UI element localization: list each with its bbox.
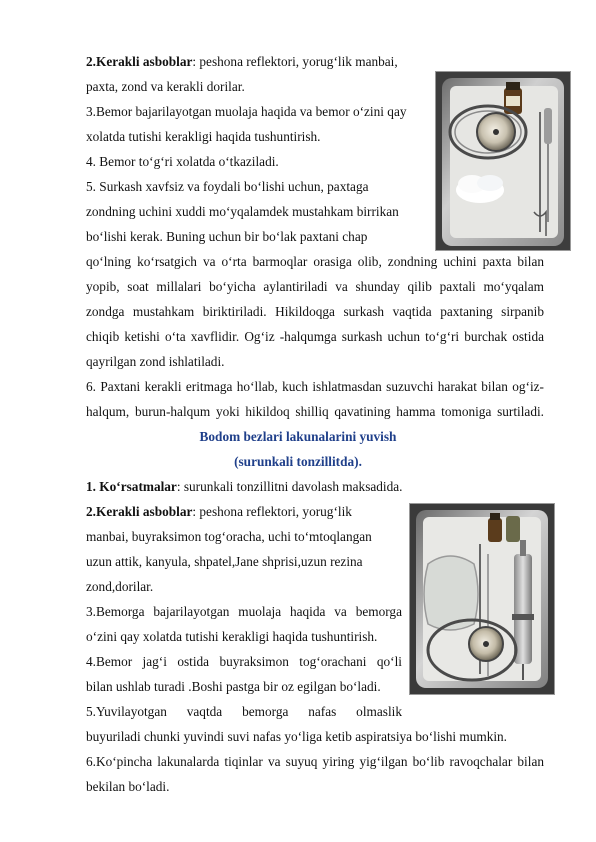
text-line: xolatda tutishi kerakligi haqida tushuntirish.: [86, 129, 321, 144]
text-line: yopib, soat millalari bo‘yicha aylantiriladi va shunday qilib paxtali mo‘yqalam: [86, 279, 544, 294]
text-line: paxta, zond va kerakli dorilar.: [86, 79, 245, 94]
bold-label: 1. Ko‘rsatmalar: [86, 479, 177, 494]
text-line: 6.Ko‘pincha lakunalarda tiqinlar va suyuq yiring yig‘ilgan bo‘lib ravoqchalar bilan: [86, 754, 544, 769]
text-line: [86, 504, 352, 520]
text-line: 3.Bemorga bajarilayotgan muolaja haqida va bemorga: [86, 604, 402, 619]
line-text: : surunkali tonzillitni davolash maksadida.: [176, 479, 403, 494]
instrument-tray-photo: [435, 71, 571, 251]
text-line: zond,dorilar.: [86, 579, 154, 594]
section-subtitle: (surunkali tonzillitda).: [234, 454, 362, 469]
text-line: zondning uchini xuddi mo‘yqalamdek mustahkam birrikan: [86, 204, 399, 219]
text-line: 4.Bemor jag‘i ostida buyraksimon tog‘orachani qo‘li: [86, 654, 402, 669]
line-text: : peshona reflektori, yorug‘lik manbai,: [192, 54, 398, 69]
bold-label: 2.Kerakli asboblar: [86, 504, 193, 519]
text-line: buyuriladi chunki yuvindi suvi nafas yo‘liga ketib aspiratsiya bo‘lishi mumkin.: [86, 729, 508, 744]
text-line: bekilan bo‘ladi.: [86, 779, 170, 794]
bold-label: 2.Kerakli asboblar: [86, 54, 193, 69]
lavage-tray-photo: [409, 503, 555, 695]
text-line: 6. Paxtani kerakli eritmaga ho‘llab, kuch ishlatmasdan suzuvchi harakat bilan og‘iz-: [86, 379, 544, 394]
text-line: 5.Yuvilayotgan vaqtda bemorga nafas olmaslik: [86, 704, 402, 719]
text-line: [86, 479, 402, 495]
text-line: halqum, burun-halqum yoki hikildoq shilliq qavatining hamma tomoniga surtiladi.: [86, 404, 544, 419]
section-title: Bodom bezlari lakunalarini yuvish: [199, 429, 397, 444]
text-line: uzun attik, kanyula, shpatel,Jane shprisi,uzun rezina: [86, 554, 363, 569]
text-line: 5. Surkash xavfsiz va foydali bo‘lishi uchun, paxtaga: [86, 179, 369, 194]
text-line: o‘zini qay xolatda tutishi kerakligi haqida tushuntirish.: [86, 629, 378, 644]
line-text: : peshona reflektori, yorug‘lik: [192, 504, 352, 519]
text-line: qayrilgan zond ishlatiladi.: [86, 354, 225, 369]
text-line: zondga mustahkam biriktiriladi. Hikildoqga surkash vaqtida paxtaning sirpanib: [86, 304, 544, 319]
tray-image: [436, 72, 570, 250]
text-line: manbai, buyraksimon tog‘oracha, uchi to‘mtoqlangan: [86, 529, 372, 544]
text-line: chiqib ketishi o‘ta xavflidir. Og‘iz -halqumga surkash uchun to‘g‘ri burchak ostida: [86, 329, 544, 344]
text-line: bilan ushlab turadi .Boshi pastga bir oz egilgan bo‘ladi.: [86, 679, 381, 694]
text-line: 4. Bemor to‘g‘ri xolatda o‘tkaziladi.: [86, 154, 279, 169]
text-line: [86, 54, 398, 70]
tray-image: [410, 504, 554, 694]
text-line: bo‘lishi kerak. Buning uchun bir bo‘lak paxtani chap: [86, 229, 368, 244]
text-line: qo‘lning ko‘rsatgich va o‘rta barmoqlar orasiga olib, zondning uchini paxta bilan: [86, 254, 544, 269]
text-line: 3.Bemor bajarilayotgan muolaja haqida va bemor o‘zini qay: [86, 104, 407, 119]
